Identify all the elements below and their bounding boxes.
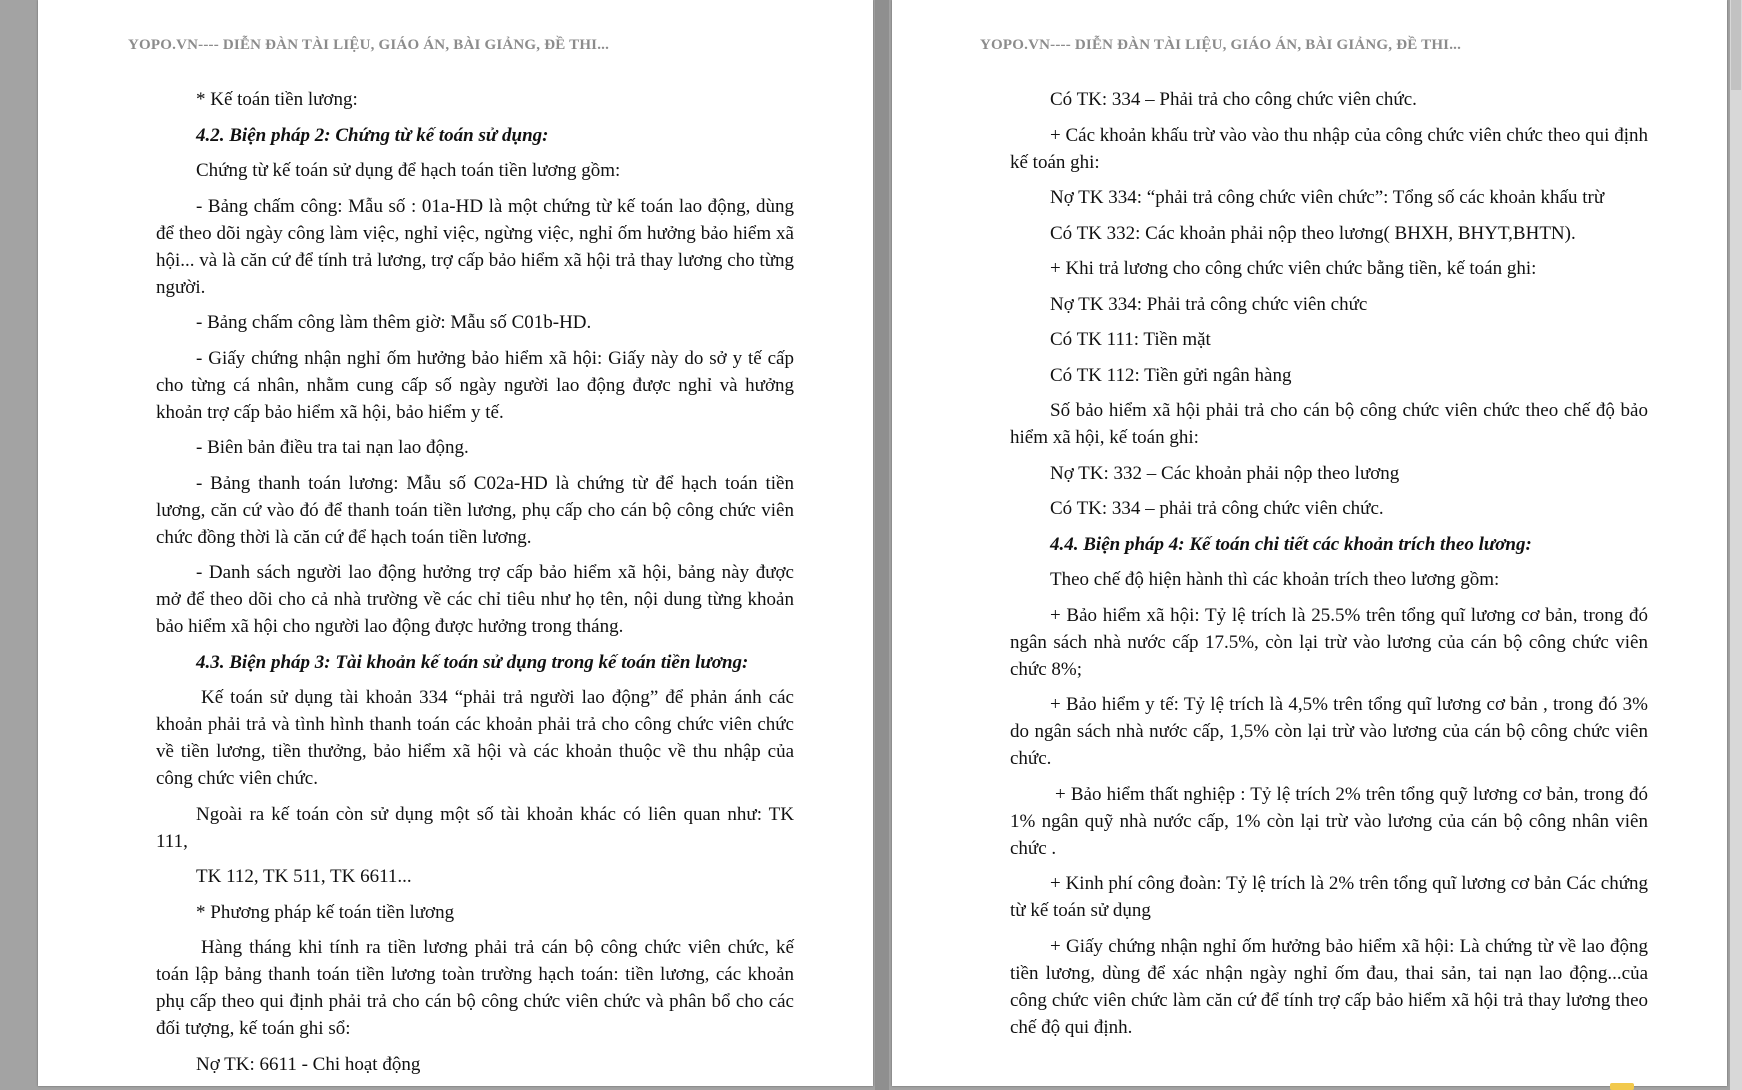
paragraph: Nợ TK 334: Phải trả công chức viên chức [1050,293,1368,315]
paragraph: Số bảo hiểm xã hội phải trả cho cán bộ công chức viên chức theo chế độ bảo hiểm xã hội, kế toán ghi: [1010,400,1648,448]
paragraph: + Giấy chứng nhận nghỉ ốm hưởng bảo hiểm xã hội: Là chứng từ về lao động tiền lương, dùng để xác nhận ngày nghỉ ốm đau, thai sản, tai nạn lao động...của công chức viên chức làm căn cứ để tính trợ cấp bảo hiểm xã hội trả thay lương theo chế độ qui định. [1010,935,1648,1038]
document-page-right[interactable] [892,0,1727,1086]
page-header: YOPO.VN---- DIỄN ĐÀN TÀI LIỆU, GIÁO ÁN, BÀI GIẢNG, ĐỀ THI... [980,37,1462,53]
paragraph: - Biên bản điều tra tai nạn lao động. [196,437,469,458]
paragraph: Có TK 332: Các khoản phải nộp theo lương( BHXH, BHYT,BHTN). [1050,222,1576,244]
paragraph: - Bảng chấm công làm thêm giờ: Mẫu số C01b-HD. [196,312,592,333]
paragraph: Nợ TK 334: “phải trả công chức viên chức”: Tổng số các khoản khấu trừ [1050,187,1605,208]
section-heading: 4.3. Biện pháp 3: Tài khoản kế toán sử dụng trong kế toán tiền lương: [196,651,749,673]
paragraph: + Bảo hiểm y tế: Tỷ lệ trích là 4,5% trên tổng quĩ lương cơ bản , trong đó 3% do ngân sách nhà nước cấp, 1,5% còn lại trừ vào lương của cán bộ công chức viên chức. [1010,694,1648,769]
paragraph: Kế toán sử dụng tài khoản 334 “phải trả người lao động” để phản ánh các khoản phải trả và tình hình thanh toán các khoản phải trả cho công chức viên chức về tiền lương, tiền thưởng, bảo hiểm xã hội và các khoản thuộc về thu nhập của công chức viên chức. [156,687,794,789]
page-gap [875,0,889,1090]
section-heading: 4.2. Biện pháp 2: Chứng từ kế toán sử dụng: [196,124,549,146]
paragraph: + Các khoản khấu trừ vào vào thu nhập của công chức viên chức theo qui định kế toán ghi: [1010,124,1648,173]
paragraph: Hàng tháng khi tính ra tiền lương phải trả cán bộ công chức viên chức, kế toán lập bảng thanh toán tiền lương toàn trường hạch toán: tiền lương, các khoản phụ cấp theo qui định phải trả cho cán bộ công chức viên chức và phân bổ cho các đối tượng, kế toán ghi sổ: [156,937,794,1039]
paragraph: + Khi trả lương cho công chức viên chức bằng tiền, kế toán ghi: [1050,258,1537,279]
document-page-left[interactable] [38,0,873,1086]
paragraph: Có TK: 334 – Phải trả cho công chức viên chức. [1050,89,1417,110]
paragraph: - Giấy chứng nhận nghỉ ốm hưởng bảo hiểm xã hội: Giấy này do sở y tế cấp cho từng cá nhân, nhằm cung cấp số ngày người lao động được nghỉ và hưởng khoản trợ cấp bảo hiểm xã hội, bảo hiểm y tế. [156,347,794,423]
paragraph: * Kế toán tiền lương: [196,89,358,110]
paragraph: - Bảng chấm công: Mẫu số : 01a-HD là một chứng từ kế toán lao động, dùng để theo dõi ngày công làm việc, nghỉ việc, ngừng việc, nghỉ ốm hưởng bảo hiểm xã hội... và là căn cứ để tính trả lương, trợ cấp bảo hiểm xã hội trả thay lương cho từng người. [156,195,794,298]
page-body[interactable] [156,86,794,1086]
vertical-scrollbar[interactable] [1730,0,1742,1090]
paragraph: Chứng từ kế toán sử dụng để hạch toán tiền lương gồm: [196,160,621,181]
paragraph: + Kinh phí công đoàn: Tỷ lệ trích là 2% trên tổng quĩ lương cơ bản Các chứng từ kế toán sử dụng [1010,873,1648,921]
paragraph: Nợ TK: 332 – Các khoản phải nộp theo lương [1050,462,1400,484]
scrollbar-thumb[interactable] [1731,0,1741,90]
status-indicator [1610,1083,1634,1090]
page-header: YOPO.VN---- DIỄN ĐÀN TÀI LIỆU, GIÁO ÁN, BÀI GIẢNG, ĐỀ THI... [128,37,610,53]
section-heading: 4.4. Biện pháp 4: Kế toán chi tiết các khoản trích theo lương: [1050,533,1532,555]
page-body[interactable] [1010,86,1648,1049]
paragraph: - Bảng thanh toán lương: Mẫu số C02a-HD là chứng từ để hạch toán tiền lương, căn cứ vào đó để thanh toán tiền lương, phụ cấp cho cán bộ công chức viên chức đồng thời là căn cứ để hạch toán tiền lương. [156,472,794,548]
paragraph: + Bảo hiểm thất nghiệp : Tỷ lệ trích 2% trên tổng quỹ lương cơ bản, trong đó 1% ngân quỹ nhà nước cấp, 1% còn lại trừ vào lương của cán bộ công nhân viên chức . [1010,783,1648,859]
paragraph: * Phương pháp kế toán tiền lương [196,901,455,923]
paragraph: - Danh sách người lao động hưởng trợ cấp bảo hiểm xã hội, bảng này được mở để theo dõi cho cả nhà trường về các chỉ tiêu như họ tên, nội dung từng khoản bảo hiểm xã hội cho người lao động được hưởng trong tháng. [156,562,794,637]
paragraph: Có TK 111: Tiền mặt [1050,329,1211,350]
paragraph: Theo chế độ hiện hành thì các khoản trích theo lương gồm: [1050,569,1500,590]
paragraph: Có TK 112: Tiền gửi ngân hàng [1050,364,1292,386]
paragraph: + Bảo hiểm xã hội: Tỷ lệ trích là 25.5% trên tổng quĩ lương cơ bản, trong đó ngân sách nhà nước cấp 17.5%, còn lại trừ vào lương của cán bộ công chức viên chức 8%; [1010,604,1648,680]
paragraph: Có TK: 334 – phải trả công chức viên chức. [1050,498,1384,519]
paragraph: TK 112, TK 511, TK 6611... [196,866,412,887]
paragraph: Ngoài ra kế toán còn sử dụng một số tài khoản khác có liên quan như: TK 111, [156,803,794,852]
paragraph: Nợ TK: 6611 - Chi hoạt động [196,1053,421,1075]
